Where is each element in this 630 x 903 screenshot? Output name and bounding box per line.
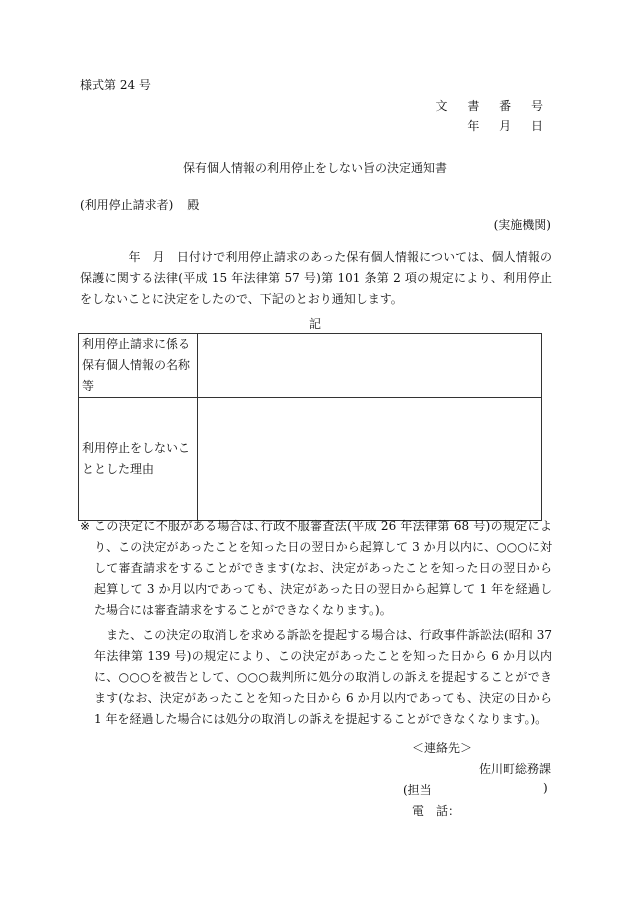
row-label-reason: 利用停止をしないこととした理由 bbox=[79, 398, 198, 521]
body-paragraph: 年 月 日付けで利用停止請求のあった保有個人情報については、個人情報の保護に関する法律(平成 15 年法律第 57 号)第 101 条第 2 項の規定により、利用停止をしないことに決定をしたので、下記のとおり通知します。 bbox=[80, 250, 552, 306]
addressee-honorific: 殿 bbox=[187, 198, 200, 212]
document-title: 保有個人情報の利用停止をしない旨の決定通知書 bbox=[182, 161, 447, 175]
contact-person bbox=[403, 781, 548, 798]
table-row bbox=[79, 398, 542, 521]
document-number: 文 書 番 号 bbox=[435, 99, 551, 113]
remarks-paragraph-appeal: この決定に不服がある場合は､行政不服審査法(平成 26 年法律第 68 号)の規定により、この決定があったことを知った日の翌日から起算して 3 か月以内に、○○○に対して審査請求をすることができます(なお、決定があったことを知った日の翌日から起算して 3 か月以内であっても、決定があった日の翌日から起算して 1 年を経過した場合には審査請求をすることができなくなります。)。 bbox=[94, 519, 552, 617]
addressee bbox=[80, 196, 199, 213]
contact-phone: 電 話： bbox=[412, 804, 461, 818]
contact-person-open: (担当 bbox=[403, 783, 432, 797]
note-mark: ※ bbox=[80, 519, 91, 533]
contact-person-close: ) bbox=[543, 781, 548, 795]
row-value-reason bbox=[198, 398, 542, 521]
row-label-information-name: 利用停止請求に係る保有個人情報の名称等 bbox=[79, 334, 198, 398]
addressee-requester: (利用停止請求者) bbox=[80, 198, 174, 212]
remarks-paragraph-lawsuit: また、この決定の取消しを求める訴訟を提起する場合は、行政事件訴訟法(昭和 37 年法律第 139 号)の規定により、この決定があったことを知った日から 6 か月以内に、○○○を被告として、○○○裁判所に処分の取消しの訴えを提起することができます(なお、決定があったことを知った日から 6 か月以内であっても、決定の日から 1 年を経過した場合には処分の取消しの訴えを提起することができなくなります。)。 bbox=[94, 628, 552, 726]
form-number: 様式第 24 号 bbox=[80, 78, 151, 92]
notice-table bbox=[78, 333, 542, 521]
remarks bbox=[80, 516, 552, 730]
row-value-information-name bbox=[198, 334, 542, 398]
ki-heading: 記 bbox=[308, 317, 321, 331]
contact-organization: 佐川町総務課 bbox=[478, 762, 551, 776]
contact-heading: ＜連絡先＞ bbox=[412, 741, 473, 755]
table-row bbox=[79, 334, 542, 398]
document-date: 年 月 日 bbox=[467, 119, 551, 133]
issuing-agency: (実施機関) bbox=[493, 218, 551, 232]
